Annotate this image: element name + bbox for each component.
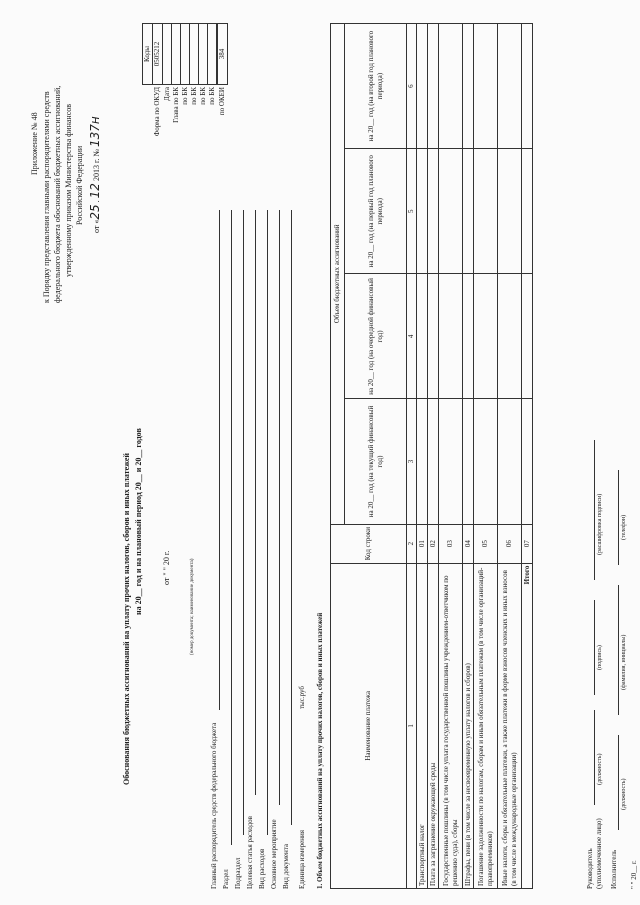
sig-signature: (подпись) — [597, 645, 603, 670]
row-name: Погашение задолженности по налогам, сборам и иным обязательным платежам (в том числе организаций-правопреемников) — [474, 563, 498, 888]
field-line-razdel — [231, 210, 232, 845]
sig-line-position — [594, 710, 595, 805]
small-note: (номер документа; наименование документа) — [190, 558, 195, 655]
sig-decoding: (расшифровка подписи) — [597, 493, 603, 555]
code-value-date — [163, 24, 172, 85]
appendix-line-3: утвержденному приказом Министерства финансов — [64, 103, 73, 277]
appendix-number: Приложение № 48 — [30, 112, 39, 175]
total-label: Итого — [522, 563, 533, 888]
field-label-ei: Единица измерения — [298, 830, 306, 889]
field-value-ei: тыс.руб — [298, 686, 306, 709]
form-date: от " " 20 г. — [162, 550, 171, 585]
row-name: Транспортный налог — [417, 563, 428, 888]
section1-title: 1. Объем бюджетных ассигнований на уплату прочих налогов, сборов и иных платежей — [316, 612, 324, 889]
appendix-line-2: федерального бюджета обоснований бюджетных ассигнований, — [53, 85, 62, 303]
main-table — [330, 23, 533, 889]
th-n1: 1 — [407, 563, 417, 888]
code-label-bk-1: по БК — [180, 87, 189, 105]
code-value-bk-4 — [208, 24, 217, 85]
code-value-bk-1 — [181, 24, 190, 85]
appendix-order: от «25 . 12 2013 г. № 137н — [88, 116, 102, 233]
appendix-line-1: к Порядку представления главными распорядителями средств — [42, 91, 51, 303]
code-value-okei: 384 — [218, 24, 228, 85]
code-label-bk-2: по БК — [189, 87, 198, 105]
total-code: 07 — [522, 524, 533, 563]
table-row — [498, 24, 522, 889]
field-label-om: Основное мероприятие — [270, 819, 278, 889]
field-line-om — [279, 210, 280, 805]
th-col6: на 20__ год (на второй год планового периода) — [345, 24, 407, 149]
code-label-date: Дата — [162, 87, 171, 101]
order-number: 137н — [88, 116, 102, 148]
field-glavny — [210, 723, 218, 889]
sig-head-label: Руководитель — [586, 848, 594, 889]
row-code: 06 — [498, 524, 522, 563]
sig-phone: (телефон) — [621, 514, 627, 540]
th-col4: на 20__ год (на очередной финансовый год) — [345, 274, 407, 399]
code-value-glava — [172, 24, 181, 85]
th-n4: 4 — [407, 274, 417, 399]
code-value-bk-3 — [199, 24, 208, 85]
row-code: 04 — [463, 524, 474, 563]
th-col3: на 20__ год (на текущий финансовый год) — [345, 399, 407, 524]
sig-exec-position: (должность) — [621, 778, 627, 810]
table-row — [428, 24, 439, 889]
th-volume: Объем бюджетных ассигнований — [331, 24, 345, 525]
form-subtitle: на 20__ год и на плановый период 20__ и 20__ годов — [134, 428, 143, 615]
field-label-vd: Вид документа — [282, 843, 290, 889]
code-label-okei: по ОКЕИ — [218, 87, 226, 116]
field-label-csr: Целевая статья расходов — [246, 816, 254, 889]
th-n5: 5 — [407, 149, 417, 274]
field-line-podrazdel — [243, 210, 244, 835]
sig-line-exec-name — [618, 585, 619, 715]
sig-position: (должность) — [597, 753, 603, 785]
sig-line-exec-position — [618, 735, 619, 830]
order-month: 12 — [88, 183, 102, 199]
code-label-bk-3: по БК — [198, 87, 207, 105]
field-line-vd — [291, 210, 292, 825]
row-name: Плата за загрязнение окружающей среды — [428, 563, 439, 888]
field-label-razdel: Раздел — [222, 869, 230, 889]
row-name: Иные налоги, сборы и обязательные платежи, а также платежи в форме взносов членских и иных взносов (в том числе в международные организации) — [498, 563, 522, 888]
field-line-glavny — [219, 210, 220, 710]
code-value-okud: 0505212 — [153, 24, 163, 85]
field-label-vr: Вид расходов — [258, 848, 266, 889]
form-title: Обоснования бюджетных ассигнований на уплату прочих налогов, сборов и иных платежей — [122, 452, 131, 785]
field-label-podrazdel: Подраздел — [234, 857, 242, 889]
sig-line-decoding — [594, 440, 595, 580]
field-line-vr — [267, 210, 268, 835]
row-code: 02 — [428, 524, 439, 563]
table-row — [417, 24, 428, 889]
sig-executor: Исполнитель — [610, 849, 618, 889]
code-value-bk-2 — [190, 24, 199, 85]
code-label-okud: Форма по ОКУД — [153, 87, 161, 137]
th-n3: 3 — [407, 399, 417, 524]
order-day: 25 — [88, 204, 102, 220]
sig-head-sub: (уполномоченное лицо) — [595, 818, 603, 889]
row-code: 05 — [474, 524, 498, 563]
table-row — [463, 24, 474, 889]
field-line-csr — [255, 210, 256, 795]
sig-line-signature — [594, 600, 595, 695]
row-name: Государственные пошлины (в том числе уплата государственной пошлины учреждением-ответчиком по решению суда), сборы — [439, 563, 463, 888]
code-label-glava: Глава по БК — [171, 87, 180, 123]
order-year: 2013 г. № — [92, 149, 101, 182]
row-code: 01 — [417, 524, 428, 563]
codes-table — [142, 23, 228, 203]
order-prefix: от « — [92, 219, 101, 233]
table-total-row — [522, 24, 533, 889]
sig-line-phone — [618, 470, 619, 565]
appendix-line-4: Российской Федерации — [75, 145, 84, 225]
th-n2: 2 — [407, 524, 417, 563]
row-name: Штрафы, пени (в том числе за несвоевременную уплату налогов и сборов) — [463, 563, 474, 888]
table-row — [474, 24, 498, 889]
field-label-glavny: Главный распорядитель средств федерального бюджета — [210, 722, 218, 889]
sig-exec-name: (фамилия, инициалы) — [621, 634, 627, 690]
row-code: 03 — [439, 524, 463, 563]
table-row — [439, 24, 463, 889]
code-label-bk-4: по БК — [207, 87, 216, 105]
th-n6: 6 — [407, 24, 417, 149]
codes-header: Коды — [143, 24, 153, 85]
sig-date: " " 20__ г. — [630, 860, 638, 889]
th-name: Наименование платежа — [331, 563, 407, 888]
th-col5: на 20__ год (на первый год планового периода) — [345, 149, 407, 274]
th-code: Код строки — [331, 524, 407, 563]
